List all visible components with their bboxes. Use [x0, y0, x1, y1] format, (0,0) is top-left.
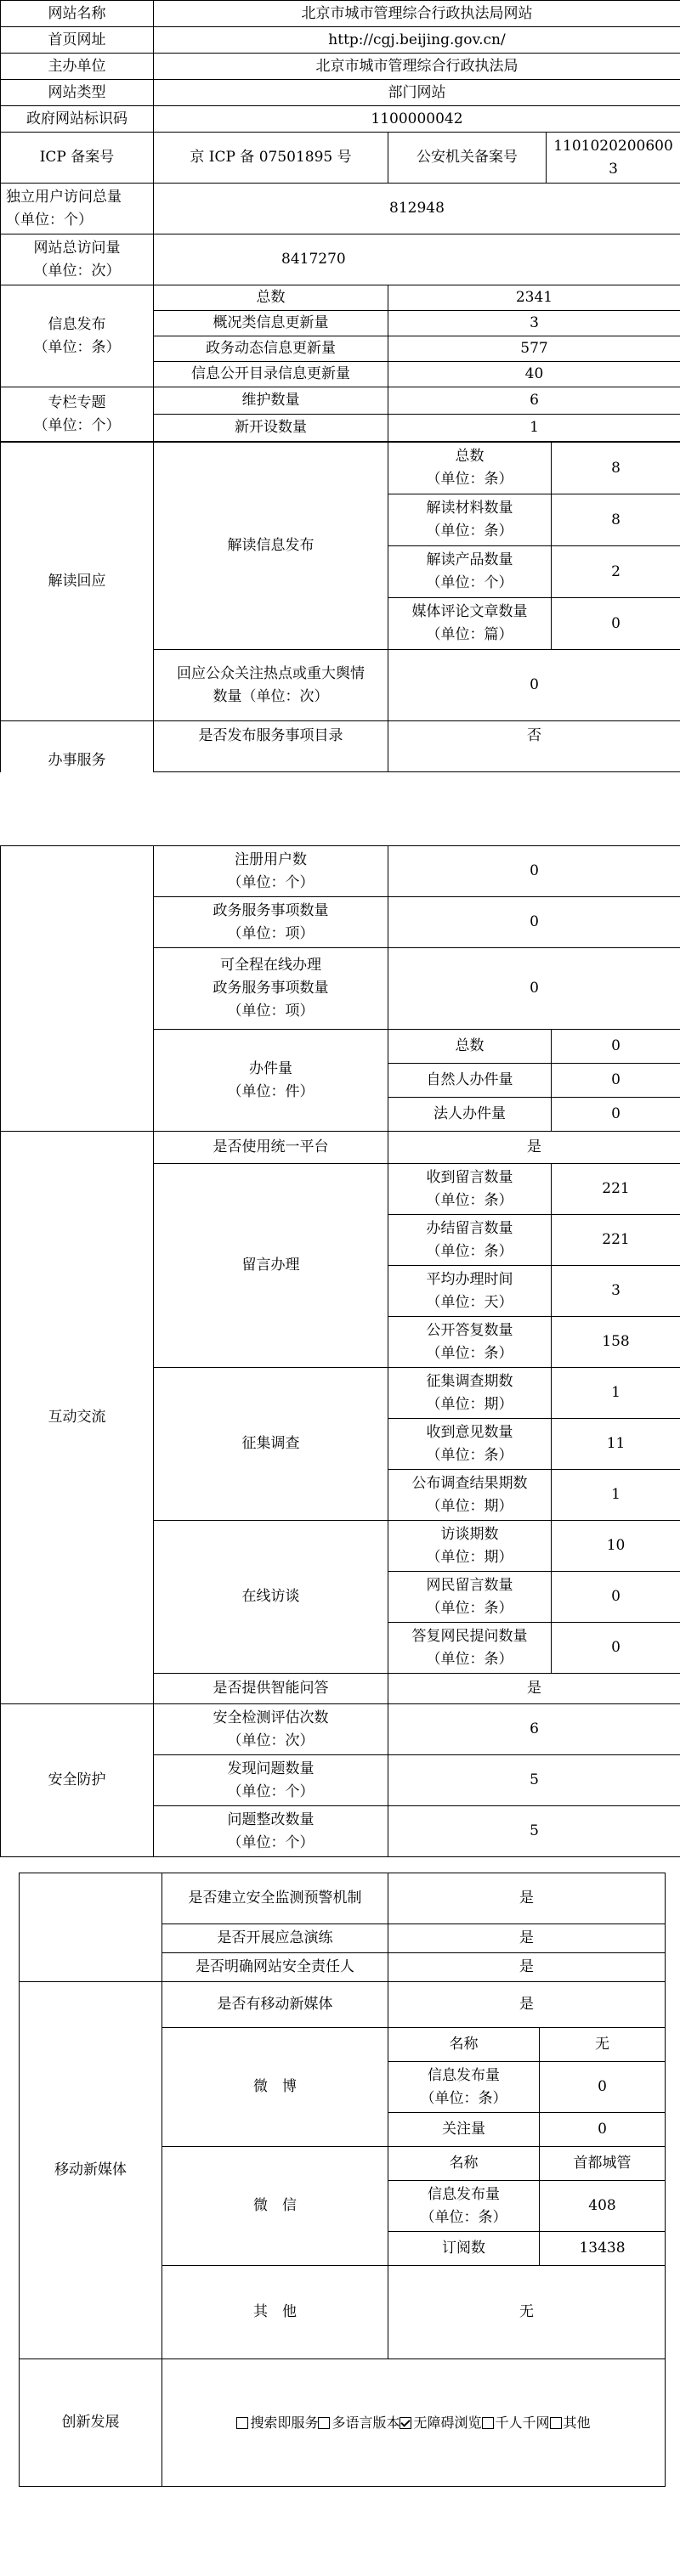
drill-value: 是: [388, 1924, 666, 1953]
security-row-label: 发现问题数量 （单位：个）: [154, 1755, 388, 1806]
site-id-label: 政府网站标识码: [1, 106, 154, 133]
security-row-label: 安全检测评估次数 （单位：次）: [154, 1704, 388, 1755]
weibo-row-label: 名称: [388, 2028, 540, 2062]
reg-users-value: 0: [388, 846, 680, 897]
survey-label: 征集调查: [154, 1368, 388, 1521]
interview-row-label: 访谈期数 （单位：期）: [388, 1521, 552, 1572]
checkbox-icon[interactable]: [550, 2417, 562, 2429]
interpretation-row-value: 8: [552, 494, 680, 546]
interview-row-value: 10: [552, 1521, 680, 1572]
interpretation-row-value: 0: [552, 598, 680, 650]
info-publish-row-label: 概况类信息更新量: [154, 311, 388, 336]
duty-value: 是: [388, 1953, 666, 1982]
response-value: 0: [388, 650, 680, 721]
online-items-label: 可全程在线办理 政务服务事项数量 （单位：项）: [154, 948, 388, 1030]
info-publish-row-value: 577: [388, 336, 680, 362]
site-name-value: 北京市城市管理综合行政执法局网站: [154, 1, 680, 27]
info-publish-row-value: 2341: [388, 285, 680, 311]
messages-row-label: 平均办理时间 （单位：天）: [388, 1266, 552, 1317]
wechat-row-label: 订阅数: [388, 2232, 540, 2266]
drill-label: 是否开展应急演练: [162, 1924, 388, 1953]
report-page-1: [0, 0, 680, 837]
interview-label: 在线访谈: [154, 1521, 388, 1674]
interpretation-row-label: 解读产品数量 （单位：个）: [388, 546, 552, 598]
innovation-option[interactable]: 千人千网: [482, 2415, 550, 2431]
report-page-3: [0, 1873, 680, 2574]
checkbox-checked-icon[interactable]: [400, 2417, 411, 2429]
handled-row-label: 总数: [388, 1030, 552, 1064]
duty-label: 是否明确网站安全责任人: [162, 1953, 388, 1982]
catalog-value: 否: [388, 721, 680, 772]
icp-value: 京 ICP 备 07501895 号: [154, 133, 388, 184]
messages-row-value: 221: [552, 1215, 680, 1266]
wechat-label: 微 信: [162, 2147, 388, 2266]
security-continued: [20, 1873, 162, 1982]
sponsor-value: 北京市城市管理综合行政执法局: [154, 54, 680, 80]
handled-row-label: 法人办件量: [388, 1098, 552, 1132]
columns-label: 专栏专题 （单位：个）: [1, 387, 154, 442]
other-media-value: 无: [388, 2266, 666, 2359]
uv-label: 独立用户访问总量（单位：个）: [1, 184, 154, 234]
messages-label: 留言办理: [154, 1164, 388, 1368]
messages-row-label: 办结留言数量 （单位：条）: [388, 1215, 552, 1266]
services-table: [0, 845, 680, 1857]
checkbox-icon[interactable]: [318, 2417, 330, 2429]
survey-row-label: 公布调查结果期数 （单位：期）: [388, 1470, 552, 1521]
homepage-label: 首页网址: [1, 27, 154, 54]
site-id-value: 1100000042: [154, 106, 680, 133]
wechat-row-label: 信息发布量 （单位：条）: [388, 2181, 540, 2232]
handled-label: 办件量 （单位：件）: [154, 1030, 388, 1132]
mobile-table: [19, 1873, 666, 2487]
interpretation-row-value: 8: [552, 443, 680, 494]
interpretation-row-label: 媒体评论文章数量 （单位：篇）: [388, 598, 552, 650]
messages-row-value: 221: [552, 1164, 680, 1215]
survey-row-value: 1: [552, 1368, 680, 1419]
interpretation-row-label: 解读材料数量 （单位：条）: [388, 494, 552, 546]
messages-row-label: 收到留言数量 （单位：条）: [388, 1164, 552, 1215]
interview-row-label: 网民留言数量 （单位：条）: [388, 1572, 552, 1623]
wechat-row-value: 首都城管: [540, 2147, 666, 2181]
wechat-row-label: 名称: [388, 2147, 540, 2181]
police-value: 11010202006003: [547, 133, 680, 184]
site-type-value: 部门网站: [154, 80, 680, 106]
monitor-label: 是否建立安全监测预警机制: [162, 1873, 388, 1924]
police-label: 公安机关备案号: [388, 133, 547, 184]
info-publish-row-label: 信息公开目录信息更新量: [154, 362, 388, 387]
security-row-value: 5: [388, 1806, 680, 1857]
innovation-option[interactable]: 多语言版本: [318, 2415, 400, 2431]
platform-value: 是: [388, 1132, 680, 1164]
has-mobile-value: 是: [388, 1982, 666, 2028]
interpretation-publish-label: 解读信息发布: [154, 443, 388, 650]
other-media-label: 其 他: [162, 2266, 388, 2359]
messages-row-value: 158: [552, 1317, 680, 1368]
uv-value: 812948: [154, 184, 680, 234]
interview-row-value: 0: [552, 1572, 680, 1623]
info-publish-row-value: 40: [388, 362, 680, 387]
weibo-row-value: 0: [540, 2062, 666, 2113]
site-name-label: 网站名称: [1, 1, 154, 27]
site-type-label: 网站类型: [1, 80, 154, 106]
interview-row-label: 答复网民提问数量 （单位：条）: [388, 1623, 552, 1674]
innovation-label: 创新发展: [20, 2359, 162, 2487]
site-info-table: [0, 0, 680, 442]
handled-row-value: 0: [552, 1098, 680, 1132]
survey-row-value: 11: [552, 1419, 680, 1470]
survey-row-label: 收到意见数量 （单位：条）: [388, 1419, 552, 1470]
homepage-link[interactable]: http://cgj.beijing.gov.cn/: [154, 27, 680, 54]
online-items-value: 0: [388, 948, 680, 1030]
service-items-value: 0: [388, 897, 680, 948]
weibo-row-value: 0: [540, 2113, 666, 2147]
info-publish-row-label: 政务动态信息更新量: [154, 336, 388, 362]
interview-row-value: 0: [552, 1623, 680, 1674]
survey-row-label: 征集调查期数 （单位：期）: [388, 1368, 552, 1419]
innovation-option[interactable]: 搜索即服务: [236, 2415, 318, 2431]
reg-users-label: 注册用户数 （单位：个）: [154, 846, 388, 897]
messages-row-label: 公开答复数量 （单位：条）: [388, 1317, 552, 1368]
services-label: 办事服务: [1, 721, 154, 772]
weibo-row-label: 关注量: [388, 2113, 540, 2147]
columns-row-value: 1: [388, 415, 680, 442]
pv-value: 8417270: [154, 234, 680, 285]
catalog-label: 是否发布服务事项目录: [154, 721, 388, 772]
weibo-label: 微 博: [162, 2028, 388, 2147]
services-continued: [1, 846, 154, 1132]
security-row-value: 5: [388, 1755, 680, 1806]
interpretation-row-value: 2: [552, 546, 680, 598]
weibo-row-label: 信息发布量 （单位：条）: [388, 2062, 540, 2113]
columns-row-label: 维护数量: [154, 387, 388, 415]
interpretation-row-label: 总数 （单位：条）: [388, 443, 552, 494]
wechat-row-value: 13438: [540, 2232, 666, 2266]
weibo-row-value: 无: [540, 2028, 666, 2062]
smart-qa-label: 是否提供智能问答: [154, 1674, 388, 1704]
security-row-value: 6: [388, 1704, 680, 1755]
security-label: 安全防护: [1, 1704, 154, 1857]
checkbox-icon[interactable]: [236, 2417, 248, 2429]
columns-row-value: 6: [388, 387, 680, 415]
report-page-2: [0, 845, 680, 1865]
sponsor-label: 主办单位: [1, 54, 154, 80]
messages-row-value: 3: [552, 1266, 680, 1317]
icp-label: ICP 备案号: [1, 133, 154, 184]
mobile-label: 移动新媒体: [20, 1982, 162, 2359]
pv-label: 网站总访问量 （单位：次）: [1, 234, 154, 285]
info-publish-row-label: 总数: [154, 285, 388, 311]
has-mobile-label: 是否有移动新媒体: [162, 1982, 388, 2028]
innovation-option[interactable]: 无障碍浏览: [400, 2415, 481, 2431]
info-publish-label: 信息发布 （单位：条）: [1, 285, 154, 387]
survey-row-value: 1: [552, 1470, 680, 1521]
monitor-value: 是: [388, 1873, 666, 1924]
innovation-option[interactable]: 其他: [550, 2415, 591, 2431]
interpretation-label: 解读回应: [1, 443, 154, 721]
security-row-label: 问题整改数量 （单位：个）: [154, 1806, 388, 1857]
platform-label: 是否使用统一平台: [154, 1132, 388, 1164]
response-label: 回应公众关注热点或重大舆情数量（单位：次）: [154, 650, 388, 721]
smart-qa-value: 是: [388, 1674, 680, 1704]
handled-row-value: 0: [552, 1030, 680, 1064]
interpretation-table: [0, 442, 680, 772]
checkbox-icon[interactable]: [482, 2417, 494, 2429]
info-publish-row-value: 3: [388, 311, 680, 336]
wechat-row-value: 408: [540, 2181, 666, 2232]
columns-row-label: 新开设数量: [154, 415, 388, 442]
handled-row-label: 自然人办件量: [388, 1064, 552, 1098]
handled-row-value: 0: [552, 1064, 680, 1098]
service-items-label: 政务服务事项数量 （单位：项）: [154, 897, 388, 948]
interaction-label: 互动交流: [1, 1132, 154, 1704]
innovation-options: [162, 2359, 666, 2487]
